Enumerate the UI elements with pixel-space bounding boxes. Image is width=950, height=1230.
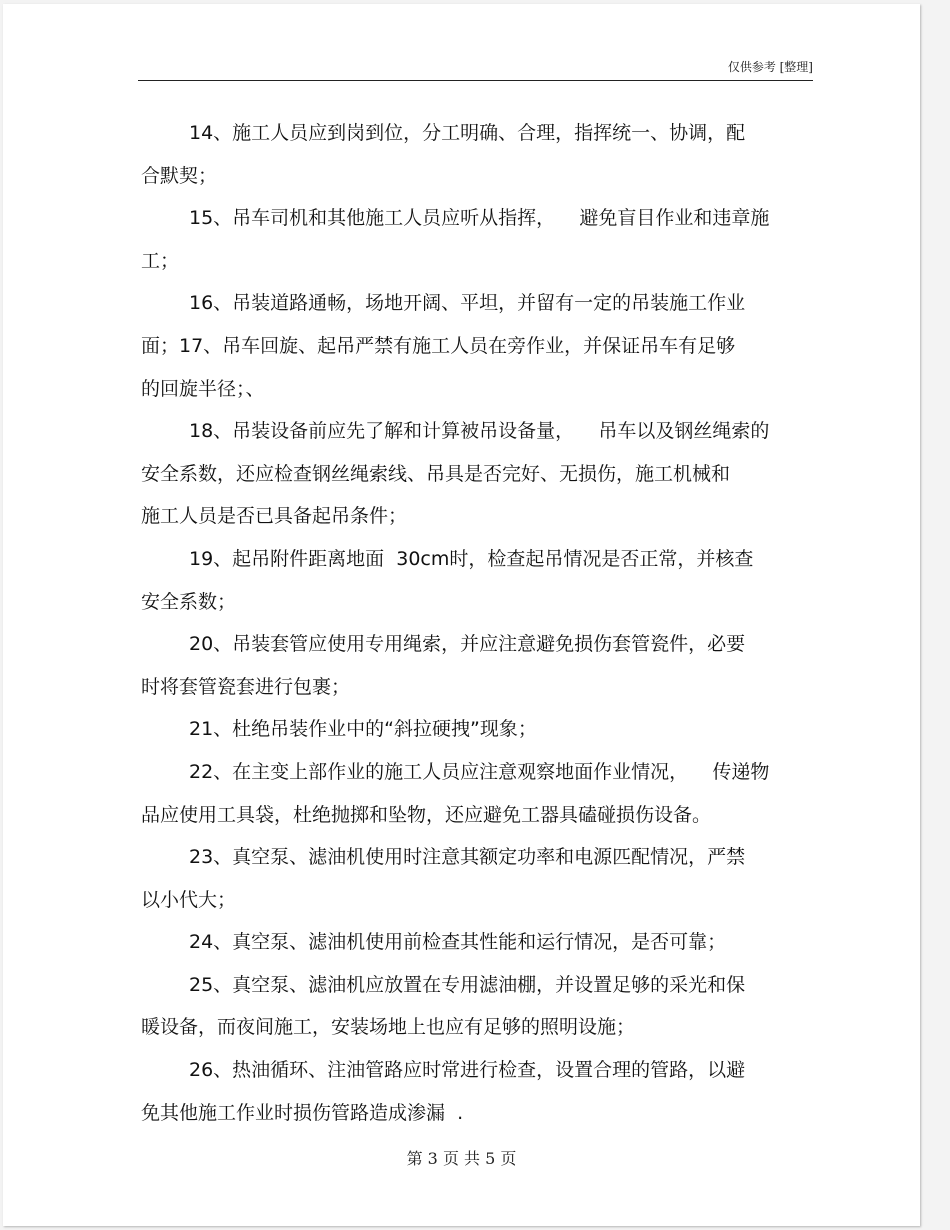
text-line: 品应使用工具袋，杜绝抛掷和坠物，还应避免工器具磕碰损伤设备。: [141, 803, 712, 826]
text-line: 21、杜绝吊装作业中的“斜拉硬拽”现象；: [189, 718, 537, 741]
text-line: 暖设备，而夜间施工，安装场地上也应有足够的照明设施；: [141, 1016, 636, 1039]
text-line: 26、热油循环、注油管路应时常进行检查，设置合理的管路，以避: [189, 1059, 746, 1082]
text-line: 时将套管瓷套进行包裹；: [141, 675, 351, 698]
text-line: 的回旋半径；、: [141, 377, 265, 400]
text-line: 25、真空泵、滤油机应放置在专用滤油棚，并设置足够的采光和保: [189, 973, 746, 996]
text-line: 施工人员是否已具备起吊条件；: [141, 505, 408, 528]
text-line: 24、真空泵、滤油机使用前检查其性能和运行情况，是否可靠；: [189, 931, 727, 954]
text-line: 免其他施工作业时损伤管路造成渗漏 .: [141, 1101, 464, 1124]
text-line: 23、真空泵、滤油机使用时注意其额定功率和电源匹配情况，严禁: [189, 846, 746, 869]
document-page: [3, 4, 920, 1226]
header-text: 仅供参考 [整理]: [727, 60, 813, 74]
text-line: 15、吊车司机和其他施工人员应听从指挥， 避免盲目作业和违章施: [189, 207, 770, 230]
text-line: 以小代大；: [141, 888, 237, 911]
text-line: 安全系数，还应检查钢丝绳索线、吊具是否完好、无损伤，施工机械和: [141, 462, 731, 485]
text-line: 16、吊装道路通畅，场地开阔、平坦，并留有一定的吊装施工作业: [189, 292, 746, 315]
text-line: 合默契；: [141, 164, 218, 187]
page-footer: 第 3 页 共 5 页: [406, 1149, 517, 1168]
text-line: 面；17、吊车回旋、起吊严禁有施工人员在旁作业，并保证吊车有足够: [141, 334, 736, 357]
text-line: 工；: [141, 249, 180, 272]
text-line: 20、吊装套管应使用专用绳索，并应注意避免损伤套管瓷件，必要: [189, 633, 746, 656]
text-line: 22、在主变上部作业的施工人员应注意观察地面作业情况， 传递物: [189, 760, 770, 783]
text-line: 安全系数；: [141, 590, 237, 613]
text-line: 14、施工人员应到岗到位，分工明确、合理，指挥统一、协调，配: [189, 122, 746, 144]
document-body: [141, 112, 813, 1134]
page-header: [138, 54, 813, 81]
text-line: 19、起吊附件距离地面 30cm时，检查起吊情况是否正常，并核查: [189, 547, 754, 570]
text-line: 18、吊装设备前应先了解和计算被吊设备量， 吊车以及钢丝绳索的: [189, 420, 770, 443]
